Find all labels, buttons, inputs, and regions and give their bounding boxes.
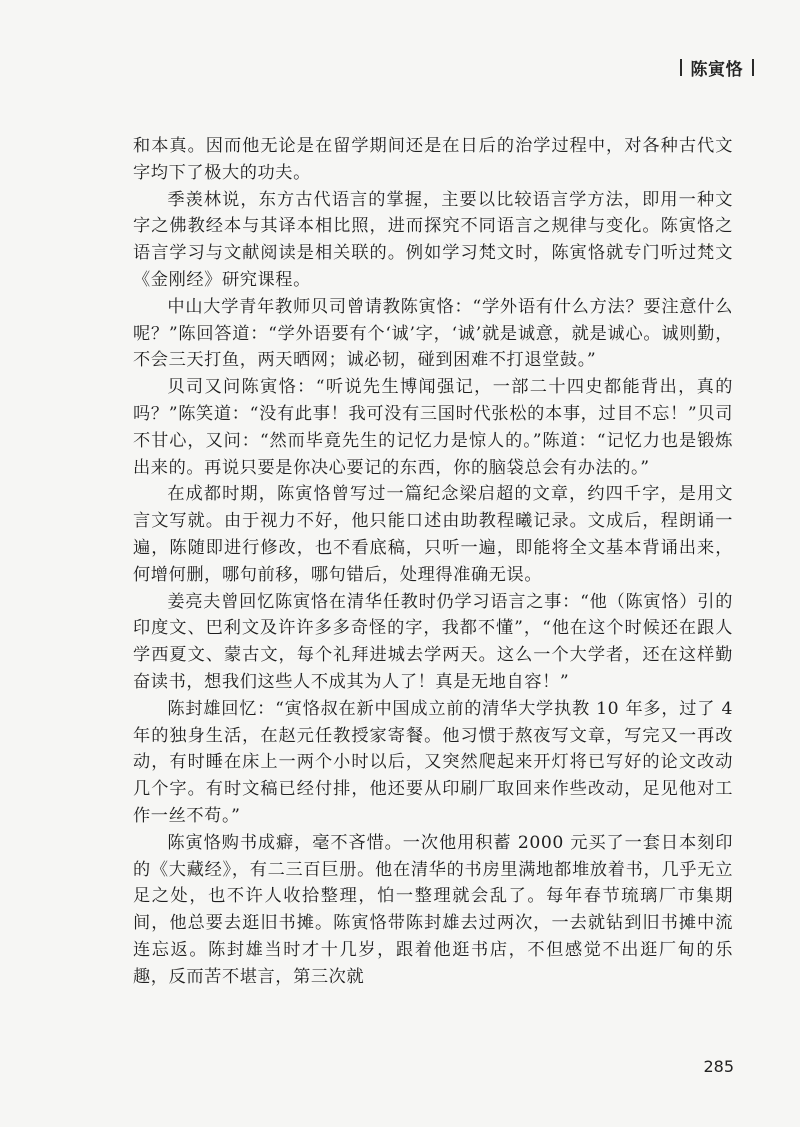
running-header-title: 陈寅恪 [690,59,743,80]
running-header [680,55,755,79]
paragraph: 姜亮夫曾回忆陈寅恪在清华任教时仍学习语言之事：“他（陈寅恪）引的印度文、巴利文及许许多多奇怪的字，我都不懂”，“他在这个时候还在跟人学西夏文、蒙古文，每个礼拜进城去学两天。这么一个大学者，还在这样勤奋读书，想我们这些人不成其为人了！真是无地自容！” [133,591,733,692]
header-bar-right [752,59,754,76]
paragraph: 在成都时期，陈寅恪曾写过一篇纪念梁启超的文章，约四千字，是用文言文写就。由于视力不好，他只能口述由助教程曦记录。文成后，程朗诵一遍，陈随即进行修改，也不看底稿，只听一遍，即能将全文基本背诵出来，何增何删，哪句前移，哪句错后，处理得准确无误。 [133,484,733,585]
paragraph-continued: 和本真。因而他无论是在留学期间还是在日后的治学过程中，对各种古代文字均下了极大的功夫。 [133,136,733,183]
page-number: 285 [703,1057,734,1076]
paragraph: 季羡林说，东方古代语言的掌握，主要以比较语言学方法，即用一种文字之佛教经本与其译本相比照，进而探究不同语言之规律与变化。陈寅恪之语言学习与文献阅读是相关联的。例如学习梵文时，陈寅恪就专门听过梵文《金刚经》研究课程。 [133,189,733,290]
paragraph: 陈寅恪购书成癖，毫不吝惜。一次他用积蓄 2000 元买了一套日本刻印的《大藏经》，有二三百巨册。他在清华的书房里满地都堆放着书，几乎无立足之处，也不许人收拾整理，怕一整理就会乱了。每年春节琉璃厂市集期间，他总要去逛旧书摊。陈寅恪带陈封雄去过两次，一去就钻到旧书摊中流连忘返。陈封雄当时才十几岁，跟着他逛书店，不但感觉不出逛厂甸的乐趣，反而苦不堪言，第三次就 [133,832,733,987]
paragraph: 陈封雄回忆：“寅恪叔在新中国成立前的清华大学执教 10 年多，过了 4 年的独身生活，在赵元任教授家寄餐。他习惯于熬夜写文章，写完又一再改动，有时睡在床上一两个小时以后，又突然爬起来开灯将已写好的论文改动几个字。有时文稿已经付排，他还要从印刷厂取回来作些改动，足见他对工作一丝不苟。” [133,698,733,826]
header-bar-left [680,59,682,76]
page-body [133,133,733,991]
paragraph: 中山大学青年教师贝司曾请教陈寅恪：“学外语有什么方法？要注意什么呢？”陈回答道：“学外语要有个‘诚’字，‘诚’就是诚意，就是诚心。诚则勤，不会三天打鱼，两天晒网；诚必韧，碰到困难不打退堂鼓。” [133,296,733,371]
paragraph: 贝司又问陈寅恪：“听说先生博闻强记，一部二十四史都能背出，真的吗？”陈笑道：“没有此事！我可没有三国时代张松的本事，过目不忘！”贝司不甘心，又问：“然而毕竟先生的记忆力是惊人的。”陈道：“记忆力也是锻炼出来的。再说只要是你决心要记的东西，你的脑袋总会有办法的。” [133,377,733,478]
